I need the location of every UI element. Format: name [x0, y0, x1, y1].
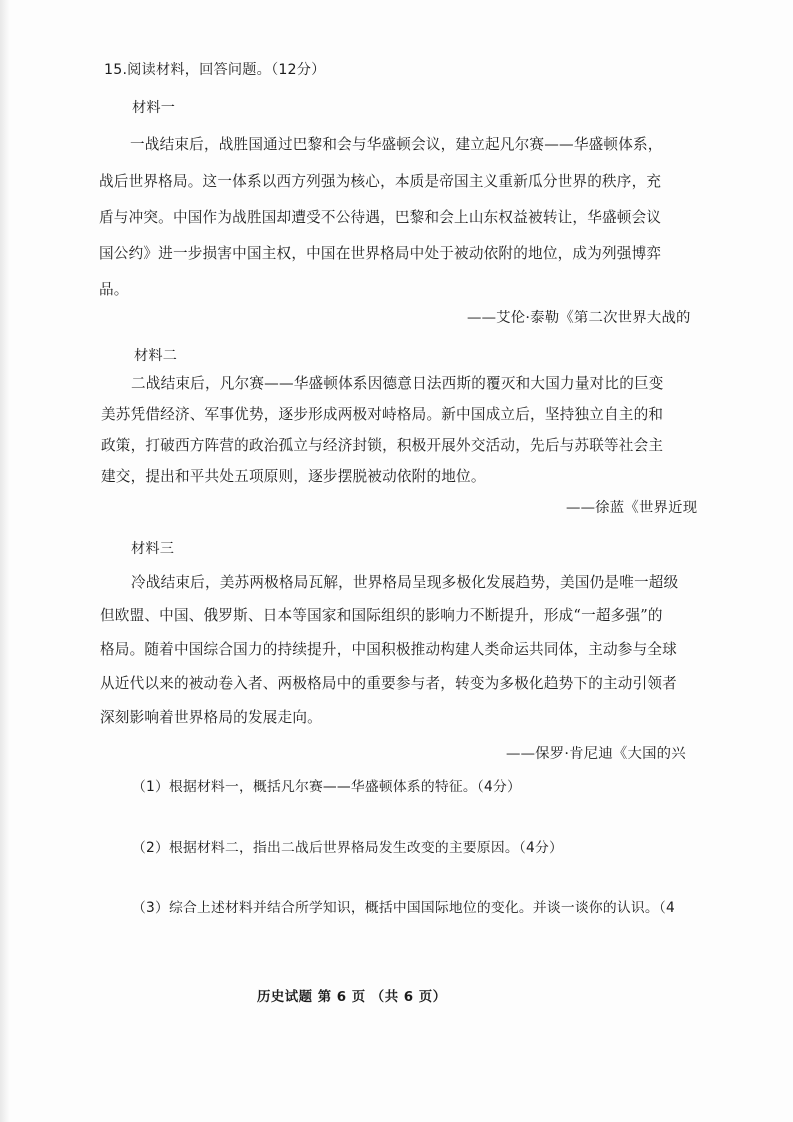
material3-line: 冷战结束后，美苏两极格局瓦解，世界格局呈现多极化发展趋势，美国仍是唯一超级	[131, 574, 679, 591]
material1-source: ——艾伦·泰勒《第二次世界大战的	[467, 310, 691, 326]
page-footer: 历史试题 第 6 页 （共 6 页）	[257, 990, 447, 1005]
material1-line: 品。	[99, 281, 129, 298]
sub-question-3: （3）综合上述材料并结合所学知识，概括中国国际地位的变化。并谈一谈你的认识。（4	[132, 900, 675, 916]
material3-heading: 材料三	[131, 541, 175, 557]
sub-question-1: （1）根据材料一，概括凡尔赛——华盛顿体系的特征。（4分）	[132, 779, 521, 795]
sub-question-2: （2）根据材料二，指出二战后世界格局发生改变的主要原因。（4分）	[132, 840, 563, 856]
material3-source: ——保罗·肯尼迪《大国的兴	[506, 746, 686, 762]
material2-heading: 材料二	[134, 348, 178, 364]
scan-shadow-edge	[0, 0, 10, 1122]
material3-line: 从近代以来的被动卷入者、两极格局中的重要参与者，转变为多极化趋势下的主动引领者	[100, 675, 677, 692]
material3-line: 格局。随着中国综合国力的持续提升，中国积极推动构建人类命运共同体，主动参与全球	[100, 641, 677, 658]
material2-line: 二战结束后，凡尔赛——华盛顿体系因德意日法西斯的覆灭和大国力量对比的巨变	[131, 375, 664, 392]
material2-source: ——徐蓝《世界近现	[566, 500, 698, 516]
material2-line: 建交，提出和平共处五项原则，逐步摆脱被动依附的地位。	[101, 468, 486, 485]
material1-line: 一战结束后，战胜国通过巴黎和会与华盛顿会议，建立起凡尔赛——华盛顿体系，	[130, 136, 663, 153]
material1-line: 盾与冲突。中国作为战胜国却遭受不公待遇，巴黎和会上山东权益被转让，华盛顿会议	[99, 209, 662, 226]
question-title: 15.阅读材料，回答问题。（12分）	[104, 62, 326, 78]
material1-line: 战后世界格局。这一体系以西方列强为核心，本质是帝国主义重新瓜分世界的秩序，充	[99, 173, 662, 190]
material2-line: 政策，打破西方阵营的政治孤立与经济封锁，积极开展外交活动，先后与苏联等社会主	[101, 437, 664, 454]
material1-heading: 材料一	[132, 100, 176, 116]
material3-line: 但欧盟、中国、俄罗斯、日本等国家和国际组织的影响力不断提升，形成“一超多强”的	[100, 607, 663, 624]
material1-line: 国公约》进一步损害中国主权，中国在世界格局中处于被动依附的地位，成为列强博弈	[99, 245, 662, 262]
material2-line: 美苏凭借经济、军事优势，逐步形成两极对峙格局。新中国成立后，坚持独立自主的和	[101, 406, 664, 423]
material3-line: 深刻影响着世界格局的发展走向。	[100, 709, 322, 726]
